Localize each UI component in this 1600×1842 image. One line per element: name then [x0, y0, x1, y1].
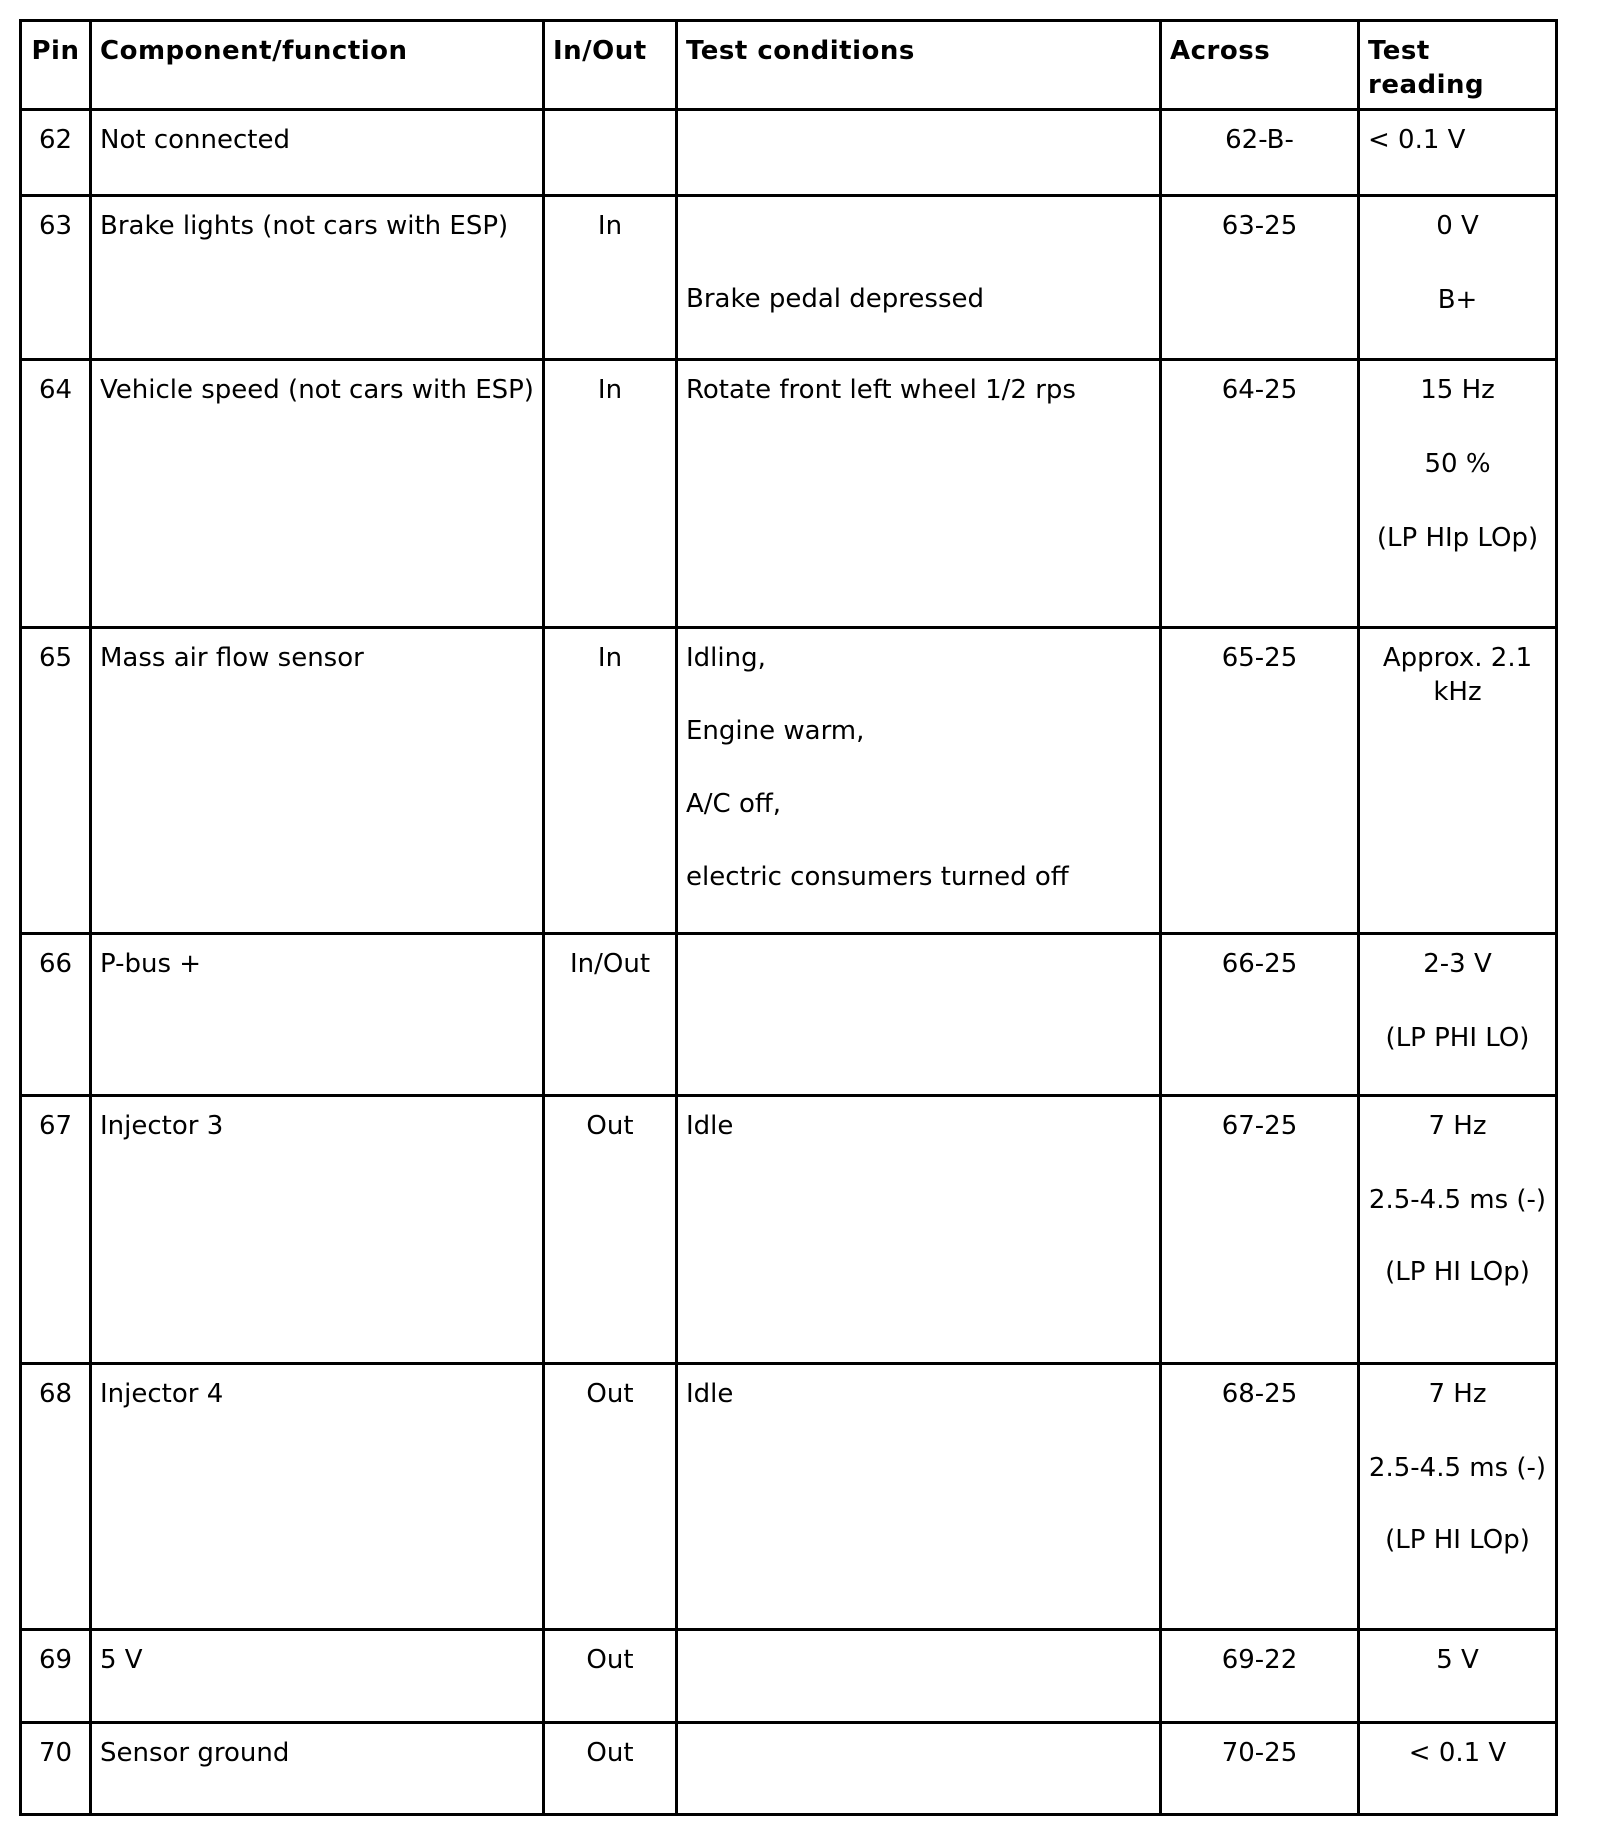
reading-cell — [1359, 1364, 1557, 1630]
reading-line: 15 Hz — [1420, 375, 1495, 405]
component-cell: Vehicle speed (not cars with ESP) — [91, 360, 544, 628]
pin-cell: 65 — [21, 628, 91, 934]
component-cell: Injector 3 — [91, 1096, 544, 1364]
header-component: Component/function — [91, 21, 544, 110]
conditions-cell — [677, 1630, 1161, 1723]
table-row — [21, 1364, 1557, 1630]
reading-line: 0 V — [1436, 211, 1479, 241]
conditions-cell — [677, 360, 1161, 628]
condition-line: Idling, — [686, 643, 766, 673]
table-row — [21, 1630, 1557, 1723]
header-test-conditions: Test conditions — [677, 21, 1161, 110]
condition-line: Idle — [686, 1379, 734, 1409]
condition-line: Idle — [686, 1111, 734, 1141]
reading-cell — [1359, 934, 1557, 1096]
across-cell: 62-B- — [1161, 110, 1359, 196]
reading-cell — [1359, 110, 1557, 196]
reading-line: 7 Hz — [1428, 1111, 1487, 1141]
reading-line: 7 Hz — [1428, 1379, 1487, 1409]
pin-cell: 69 — [21, 1630, 91, 1723]
pin-cell: 68 — [21, 1364, 91, 1630]
across-cell: 63-25 — [1161, 196, 1359, 360]
header-in-out: In/Out — [544, 21, 677, 110]
header-test-reading-line-2: reading — [1368, 70, 1485, 100]
in-out-cell: In — [544, 196, 677, 360]
reading-line: 2-3 V — [1423, 949, 1492, 979]
reading-line: (LP PHI LO) — [1385, 1023, 1530, 1053]
across-cell: 70-25 — [1161, 1723, 1359, 1815]
in-out-cell: Out — [544, 1364, 677, 1630]
condition-line: Rotate front left wheel 1/2 rps — [686, 375, 1076, 405]
reading-line: Approx. 2.1 kHz — [1382, 643, 1533, 707]
table-row — [21, 110, 1557, 196]
across-cell: 64-25 — [1161, 360, 1359, 628]
header-across: Across — [1161, 21, 1359, 110]
across-cell: 68-25 — [1161, 1364, 1359, 1630]
condition-line: Brake pedal depressed — [686, 284, 984, 314]
across-cell: 69-22 — [1161, 1630, 1359, 1723]
reading-line: 2.5-4.5 ms (-) — [1368, 1185, 1547, 1215]
reading-cell — [1359, 1723, 1557, 1815]
across-cell: 67-25 — [1161, 1096, 1359, 1364]
table-row — [21, 934, 1557, 1096]
across-cell: 65-25 — [1161, 628, 1359, 934]
conditions-cell — [677, 934, 1161, 1096]
conditions-cell — [677, 628, 1161, 934]
in-out-cell: In/Out — [544, 934, 677, 1096]
component-cell: Mass air flow sensor — [91, 628, 544, 934]
component-cell: Injector 4 — [91, 1364, 544, 1630]
header-pin: Pin — [21, 21, 91, 110]
component-cell: Brake lights (not cars with ESP) — [91, 196, 544, 360]
pin-cell: 62 — [21, 110, 91, 196]
header-row — [21, 21, 1557, 110]
conditions-cell — [677, 196, 1161, 360]
table-row — [21, 360, 1557, 628]
reading-line: < 0.1 V — [1368, 125, 1466, 155]
condition-line: electric consumers turned off — [686, 862, 1069, 892]
across-cell: 66-25 — [1161, 934, 1359, 1096]
in-out-cell: Out — [544, 1096, 677, 1364]
in-out-cell: In — [544, 360, 677, 628]
in-out-cell: Out — [544, 1630, 677, 1723]
component-cell: P-bus + — [91, 934, 544, 1096]
reading-line: < 0.1 V — [1408, 1738, 1507, 1768]
condition-line: Engine warm, — [686, 716, 865, 746]
table-row — [21, 1723, 1557, 1815]
reading-line: (LP HI LOp) — [1385, 1257, 1530, 1287]
conditions-cell — [677, 1723, 1161, 1815]
pin-cell: 70 — [21, 1723, 91, 1815]
pin-test-table — [19, 19, 1558, 1816]
conditions-cell — [677, 1096, 1161, 1364]
table-row — [21, 628, 1557, 934]
pin-cell: 64 — [21, 360, 91, 628]
component-cell: 5 V — [91, 1630, 544, 1723]
reading-cell — [1359, 360, 1557, 628]
reading-line: B+ — [1437, 285, 1478, 315]
component-cell: Not connected — [91, 110, 544, 196]
reading-cell — [1359, 1630, 1557, 1723]
in-out-cell: Out — [544, 1723, 677, 1815]
table-row — [21, 1096, 1557, 1364]
reading-cell — [1359, 628, 1557, 934]
in-out-cell: In — [544, 628, 677, 934]
reading-line: (LP HIp LOp) — [1376, 523, 1539, 553]
pin-cell: 67 — [21, 1096, 91, 1364]
conditions-cell — [677, 1364, 1161, 1630]
header-test-reading — [1359, 21, 1557, 110]
condition-line: A/C off, — [686, 789, 782, 819]
reading-line: (LP HI LOp) — [1385, 1525, 1530, 1555]
header-test-reading-line-1: Test — [1368, 36, 1430, 66]
reading-line: 50 % — [1424, 449, 1491, 479]
table-row — [21, 196, 1557, 360]
conditions-cell — [677, 110, 1161, 196]
reading-line: 5 V — [1436, 1645, 1479, 1675]
reading-line: 2.5-4.5 ms (-) — [1368, 1453, 1547, 1483]
reading-cell — [1359, 196, 1557, 360]
pin-cell: 63 — [21, 196, 91, 360]
in-out-cell — [544, 110, 677, 196]
pin-cell: 66 — [21, 934, 91, 1096]
reading-cell — [1359, 1096, 1557, 1364]
component-cell: Sensor ground — [91, 1723, 544, 1815]
